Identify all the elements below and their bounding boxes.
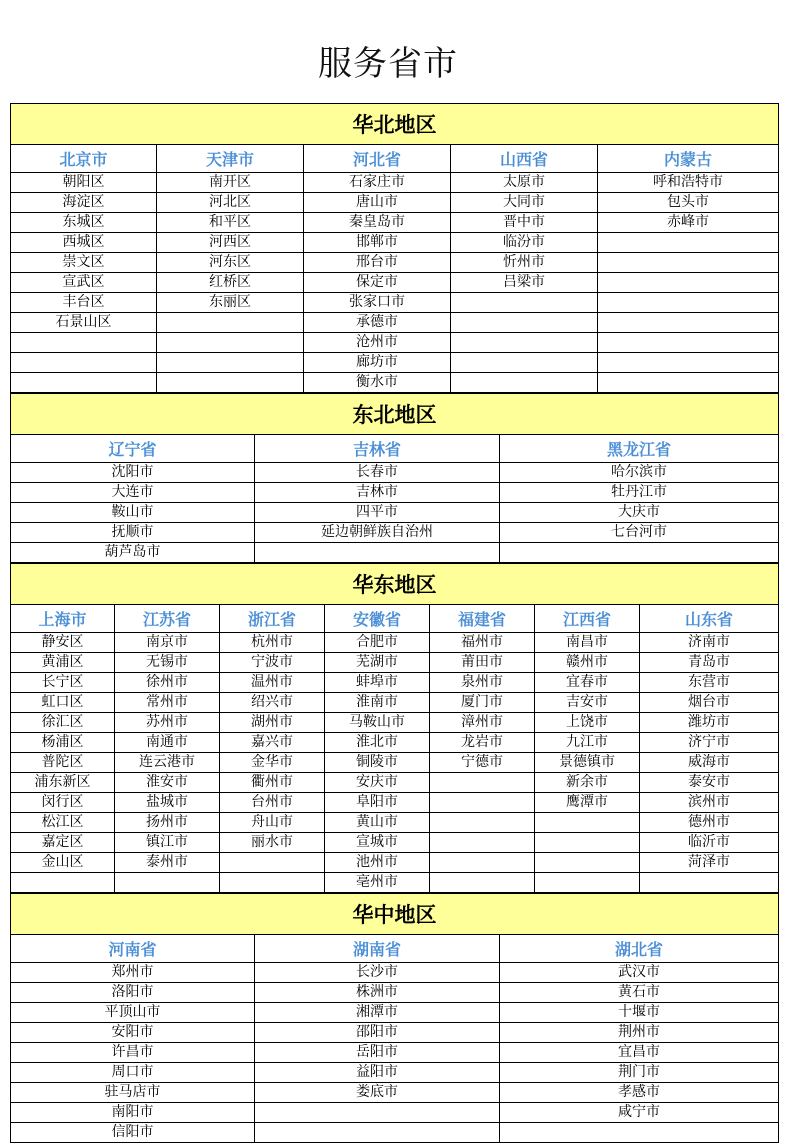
table-row [11, 833, 779, 853]
city-cell: 菏泽市 [640, 853, 779, 873]
city-cell: 徐汇区 [11, 713, 115, 733]
city-cell: 杨浦区 [11, 733, 115, 753]
table-row [11, 673, 779, 693]
table-row [11, 1123, 779, 1143]
province-header: 北京市 [11, 145, 157, 173]
city-cell: 阜阳市 [325, 793, 430, 813]
province-header: 安徽省 [325, 605, 430, 633]
empty-cell [220, 853, 325, 873]
city-cell: 淮南市 [325, 693, 430, 713]
empty-cell [220, 873, 325, 893]
table-row [11, 693, 779, 713]
city-cell: 厦门市 [430, 693, 535, 713]
city-cell: 南京市 [115, 633, 220, 653]
table-row [11, 193, 779, 213]
city-cell: 唐山市 [304, 193, 451, 213]
city-cell: 东城区 [11, 213, 157, 233]
table-row [11, 1003, 779, 1023]
table-row [11, 983, 779, 1003]
city-cell: 宜春市 [535, 673, 640, 693]
city-cell: 绍兴市 [220, 693, 325, 713]
city-cell: 孝感市 [500, 1083, 779, 1103]
city-cell: 淮北市 [325, 733, 430, 753]
city-cell: 亳州市 [325, 873, 430, 893]
empty-cell [11, 333, 157, 353]
table-row [11, 853, 779, 873]
region-title: 华东地区 [11, 564, 779, 605]
empty-cell [115, 873, 220, 893]
city-cell: 南通市 [115, 733, 220, 753]
city-cell: 株洲市 [255, 983, 500, 1003]
table-row [11, 483, 779, 503]
table-row [11, 173, 779, 193]
city-cell: 邯郸市 [304, 233, 451, 253]
city-cell: 石家庄市 [304, 173, 451, 193]
empty-cell [598, 353, 779, 373]
city-cell: 滨州市 [640, 793, 779, 813]
city-cell: 赣州市 [535, 653, 640, 673]
city-cell: 邵阳市 [255, 1023, 500, 1043]
region-title: 东北地区 [11, 394, 779, 435]
city-cell: 丽水市 [220, 833, 325, 853]
city-cell: 周口市 [11, 1063, 255, 1083]
city-cell: 和平区 [157, 213, 304, 233]
city-cell: 龙岩市 [430, 733, 535, 753]
city-cell: 南阳市 [11, 1103, 255, 1123]
city-cell: 上饶市 [535, 713, 640, 733]
city-cell: 黄山市 [325, 813, 430, 833]
table-row [11, 633, 779, 653]
city-cell: 宜昌市 [500, 1043, 779, 1063]
city-cell: 无锡市 [115, 653, 220, 673]
city-cell: 宁德市 [430, 753, 535, 773]
city-cell: 大庆市 [500, 503, 779, 523]
region-table [10, 103, 779, 393]
empty-cell [451, 333, 598, 353]
empty-cell [157, 333, 304, 353]
empty-cell [598, 293, 779, 313]
city-cell: 金山区 [11, 853, 115, 873]
city-cell: 济南市 [640, 633, 779, 653]
city-cell: 新余市 [535, 773, 640, 793]
city-cell: 金华市 [220, 753, 325, 773]
city-cell: 德州市 [640, 813, 779, 833]
empty-cell [430, 833, 535, 853]
city-cell: 闵行区 [11, 793, 115, 813]
city-cell: 连云港市 [115, 753, 220, 773]
city-cell: 镇江市 [115, 833, 220, 853]
city-cell: 九江市 [535, 733, 640, 753]
city-cell: 盐城市 [115, 793, 220, 813]
province-header: 内蒙古 [598, 145, 779, 173]
city-cell: 苏州市 [115, 713, 220, 733]
table-row [11, 333, 779, 353]
city-cell: 信阳市 [11, 1123, 255, 1143]
city-cell: 东营市 [640, 673, 779, 693]
city-cell: 静安区 [11, 633, 115, 653]
empty-cell [535, 813, 640, 833]
city-cell: 四平市 [255, 503, 500, 523]
table-row [11, 813, 779, 833]
city-cell: 承德市 [304, 313, 451, 333]
city-cell: 景德镇市 [535, 753, 640, 773]
city-cell: 荆州市 [500, 1023, 779, 1043]
city-cell: 临汾市 [451, 233, 598, 253]
city-cell: 漳州市 [430, 713, 535, 733]
empty-cell [11, 373, 157, 393]
city-cell: 浦东新区 [11, 773, 115, 793]
empty-cell [598, 253, 779, 273]
province-header: 黑龙江省 [500, 435, 779, 463]
city-cell: 朝阳区 [11, 173, 157, 193]
city-cell: 松江区 [11, 813, 115, 833]
empty-cell [255, 1103, 500, 1123]
city-cell: 蚌埠市 [325, 673, 430, 693]
city-cell: 扬州市 [115, 813, 220, 833]
table-row [11, 523, 779, 543]
region-title: 华北地区 [11, 104, 779, 145]
region-table [10, 393, 779, 563]
table-row [11, 773, 779, 793]
province-header: 辽宁省 [11, 435, 255, 463]
table-row [11, 1023, 779, 1043]
city-cell: 太原市 [451, 173, 598, 193]
table-row [11, 1083, 779, 1103]
city-cell: 郑州市 [11, 963, 255, 983]
city-cell: 湘潭市 [255, 1003, 500, 1023]
city-cell: 普陀区 [11, 753, 115, 773]
city-cell: 丰台区 [11, 293, 157, 313]
table-row [11, 503, 779, 523]
city-cell: 长宁区 [11, 673, 115, 693]
city-cell: 莆田市 [430, 653, 535, 673]
city-cell: 咸宁市 [500, 1103, 779, 1123]
city-cell: 岳阳市 [255, 1043, 500, 1063]
city-cell: 七台河市 [500, 523, 779, 543]
city-cell: 廊坊市 [304, 353, 451, 373]
city-cell: 洛阳市 [11, 983, 255, 1003]
city-cell: 嘉兴市 [220, 733, 325, 753]
city-cell: 黄浦区 [11, 653, 115, 673]
city-cell: 舟山市 [220, 813, 325, 833]
empty-cell [11, 873, 115, 893]
city-cell: 宁波市 [220, 653, 325, 673]
city-cell: 衡水市 [304, 373, 451, 393]
city-cell: 海淀区 [11, 193, 157, 213]
empty-cell [535, 853, 640, 873]
city-cell: 益阳市 [255, 1063, 500, 1083]
city-cell: 邢台市 [304, 253, 451, 273]
city-cell: 潍坊市 [640, 713, 779, 733]
table-row [11, 873, 779, 893]
city-cell: 虹口区 [11, 693, 115, 713]
empty-cell [451, 313, 598, 333]
city-cell: 沈阳市 [11, 463, 255, 483]
empty-cell [451, 293, 598, 313]
empty-cell [157, 313, 304, 333]
empty-cell [535, 873, 640, 893]
table-row [11, 353, 779, 373]
city-cell: 秦皇岛市 [304, 213, 451, 233]
city-cell: 淮安市 [115, 773, 220, 793]
city-cell: 安阳市 [11, 1023, 255, 1043]
table-row [11, 463, 779, 483]
empty-cell [11, 353, 157, 373]
city-cell: 衢州市 [220, 773, 325, 793]
city-cell: 嘉定区 [11, 833, 115, 853]
city-cell: 抚顺市 [11, 523, 255, 543]
table-row [11, 253, 779, 273]
city-cell: 徐州市 [115, 673, 220, 693]
city-cell: 青岛市 [640, 653, 779, 673]
city-cell: 河西区 [157, 233, 304, 253]
city-cell: 晋中市 [451, 213, 598, 233]
province-header: 福建省 [430, 605, 535, 633]
table-row [11, 753, 779, 773]
province-header: 山西省 [451, 145, 598, 173]
city-cell: 鞍山市 [11, 503, 255, 523]
table-row [11, 543, 779, 563]
city-cell: 赤峰市 [598, 213, 779, 233]
city-cell: 包头市 [598, 193, 779, 213]
empty-cell [157, 353, 304, 373]
empty-cell [255, 1123, 500, 1143]
city-cell: 吕梁市 [451, 273, 598, 293]
city-cell: 黄石市 [500, 983, 779, 1003]
empty-cell [598, 333, 779, 353]
empty-cell [535, 833, 640, 853]
empty-cell [598, 373, 779, 393]
regions-container [10, 103, 778, 1143]
city-cell: 鹰潭市 [535, 793, 640, 813]
province-header: 天津市 [157, 145, 304, 173]
table-row [11, 653, 779, 673]
city-cell: 临沂市 [640, 833, 779, 853]
city-cell: 葫芦岛市 [11, 543, 255, 563]
empty-cell [500, 543, 779, 563]
city-cell: 崇文区 [11, 253, 157, 273]
city-cell: 东丽区 [157, 293, 304, 313]
empty-cell [598, 273, 779, 293]
city-cell: 张家口市 [304, 293, 451, 313]
table-row [11, 313, 779, 333]
city-cell: 南开区 [157, 173, 304, 193]
province-header: 江苏省 [115, 605, 220, 633]
table-row [11, 373, 779, 393]
empty-cell [430, 793, 535, 813]
table-row [11, 213, 779, 233]
table-row [11, 1043, 779, 1063]
city-cell: 牡丹江市 [500, 483, 779, 503]
city-cell: 宣城市 [325, 833, 430, 853]
empty-cell [430, 773, 535, 793]
city-cell: 保定市 [304, 273, 451, 293]
empty-cell [430, 873, 535, 893]
city-cell: 威海市 [640, 753, 779, 773]
table-row [11, 1063, 779, 1083]
table-row [11, 273, 779, 293]
city-cell: 烟台市 [640, 693, 779, 713]
city-cell: 合肥市 [325, 633, 430, 653]
table-row [11, 733, 779, 753]
empty-cell [640, 873, 779, 893]
city-cell: 铜陵市 [325, 753, 430, 773]
table-row [11, 963, 779, 983]
city-cell: 娄底市 [255, 1083, 500, 1103]
city-cell: 湖州市 [220, 713, 325, 733]
city-cell: 驻马店市 [11, 1083, 255, 1103]
table-row [11, 1103, 779, 1123]
province-header: 河北省 [304, 145, 451, 173]
city-cell: 马鞍山市 [325, 713, 430, 733]
city-cell: 西城区 [11, 233, 157, 253]
empty-cell [598, 233, 779, 253]
city-cell: 吉林市 [255, 483, 500, 503]
city-cell: 呼和浩特市 [598, 173, 779, 193]
city-cell: 沧州市 [304, 333, 451, 353]
city-cell: 泰州市 [115, 853, 220, 873]
city-cell: 安庆市 [325, 773, 430, 793]
city-cell: 平顶山市 [11, 1003, 255, 1023]
province-header: 吉林省 [255, 435, 500, 463]
city-cell: 武汉市 [500, 963, 779, 983]
empty-cell [500, 1123, 779, 1143]
city-cell: 杭州市 [220, 633, 325, 653]
page-title: 服务省市 [318, 44, 458, 84]
region-title: 华中地区 [11, 894, 779, 935]
city-cell: 芜湖市 [325, 653, 430, 673]
empty-cell [451, 373, 598, 393]
city-cell: 哈尔滨市 [500, 463, 779, 483]
city-cell: 吉安市 [535, 693, 640, 713]
province-header: 湖南省 [255, 935, 500, 963]
city-cell: 泰安市 [640, 773, 779, 793]
province-header: 山东省 [640, 605, 779, 633]
province-header: 河南省 [11, 935, 255, 963]
province-header: 上海市 [11, 605, 115, 633]
city-cell: 泉州市 [430, 673, 535, 693]
city-cell: 大同市 [451, 193, 598, 213]
table-row [11, 233, 779, 253]
city-cell: 长沙市 [255, 963, 500, 983]
empty-cell [451, 353, 598, 373]
city-cell: 济宁市 [640, 733, 779, 753]
city-cell: 温州市 [220, 673, 325, 693]
city-cell: 长春市 [255, 463, 500, 483]
table-row [11, 293, 779, 313]
city-cell: 宣武区 [11, 273, 157, 293]
empty-cell [430, 813, 535, 833]
empty-cell [157, 373, 304, 393]
table-row [11, 713, 779, 733]
empty-cell [430, 853, 535, 873]
table-row [11, 793, 779, 813]
city-cell: 十堰市 [500, 1003, 779, 1023]
city-cell: 河北区 [157, 193, 304, 213]
province-header: 湖北省 [500, 935, 779, 963]
city-cell: 荆门市 [500, 1063, 779, 1083]
region-table [10, 893, 779, 1143]
region-table [10, 563, 779, 893]
city-cell: 许昌市 [11, 1043, 255, 1063]
city-cell: 福州市 [430, 633, 535, 653]
city-cell: 红桥区 [157, 273, 304, 293]
province-header: 江西省 [535, 605, 640, 633]
city-cell: 石景山区 [11, 313, 157, 333]
city-cell: 常州市 [115, 693, 220, 713]
city-cell: 台州市 [220, 793, 325, 813]
empty-cell [255, 543, 500, 563]
empty-cell [598, 313, 779, 333]
city-cell: 河东区 [157, 253, 304, 273]
city-cell: 池州市 [325, 853, 430, 873]
city-cell: 南昌市 [535, 633, 640, 653]
city-cell: 忻州市 [451, 253, 598, 273]
city-cell: 延边朝鲜族自治州 [255, 523, 500, 543]
city-cell: 大连市 [11, 483, 255, 503]
province-header: 浙江省 [220, 605, 325, 633]
